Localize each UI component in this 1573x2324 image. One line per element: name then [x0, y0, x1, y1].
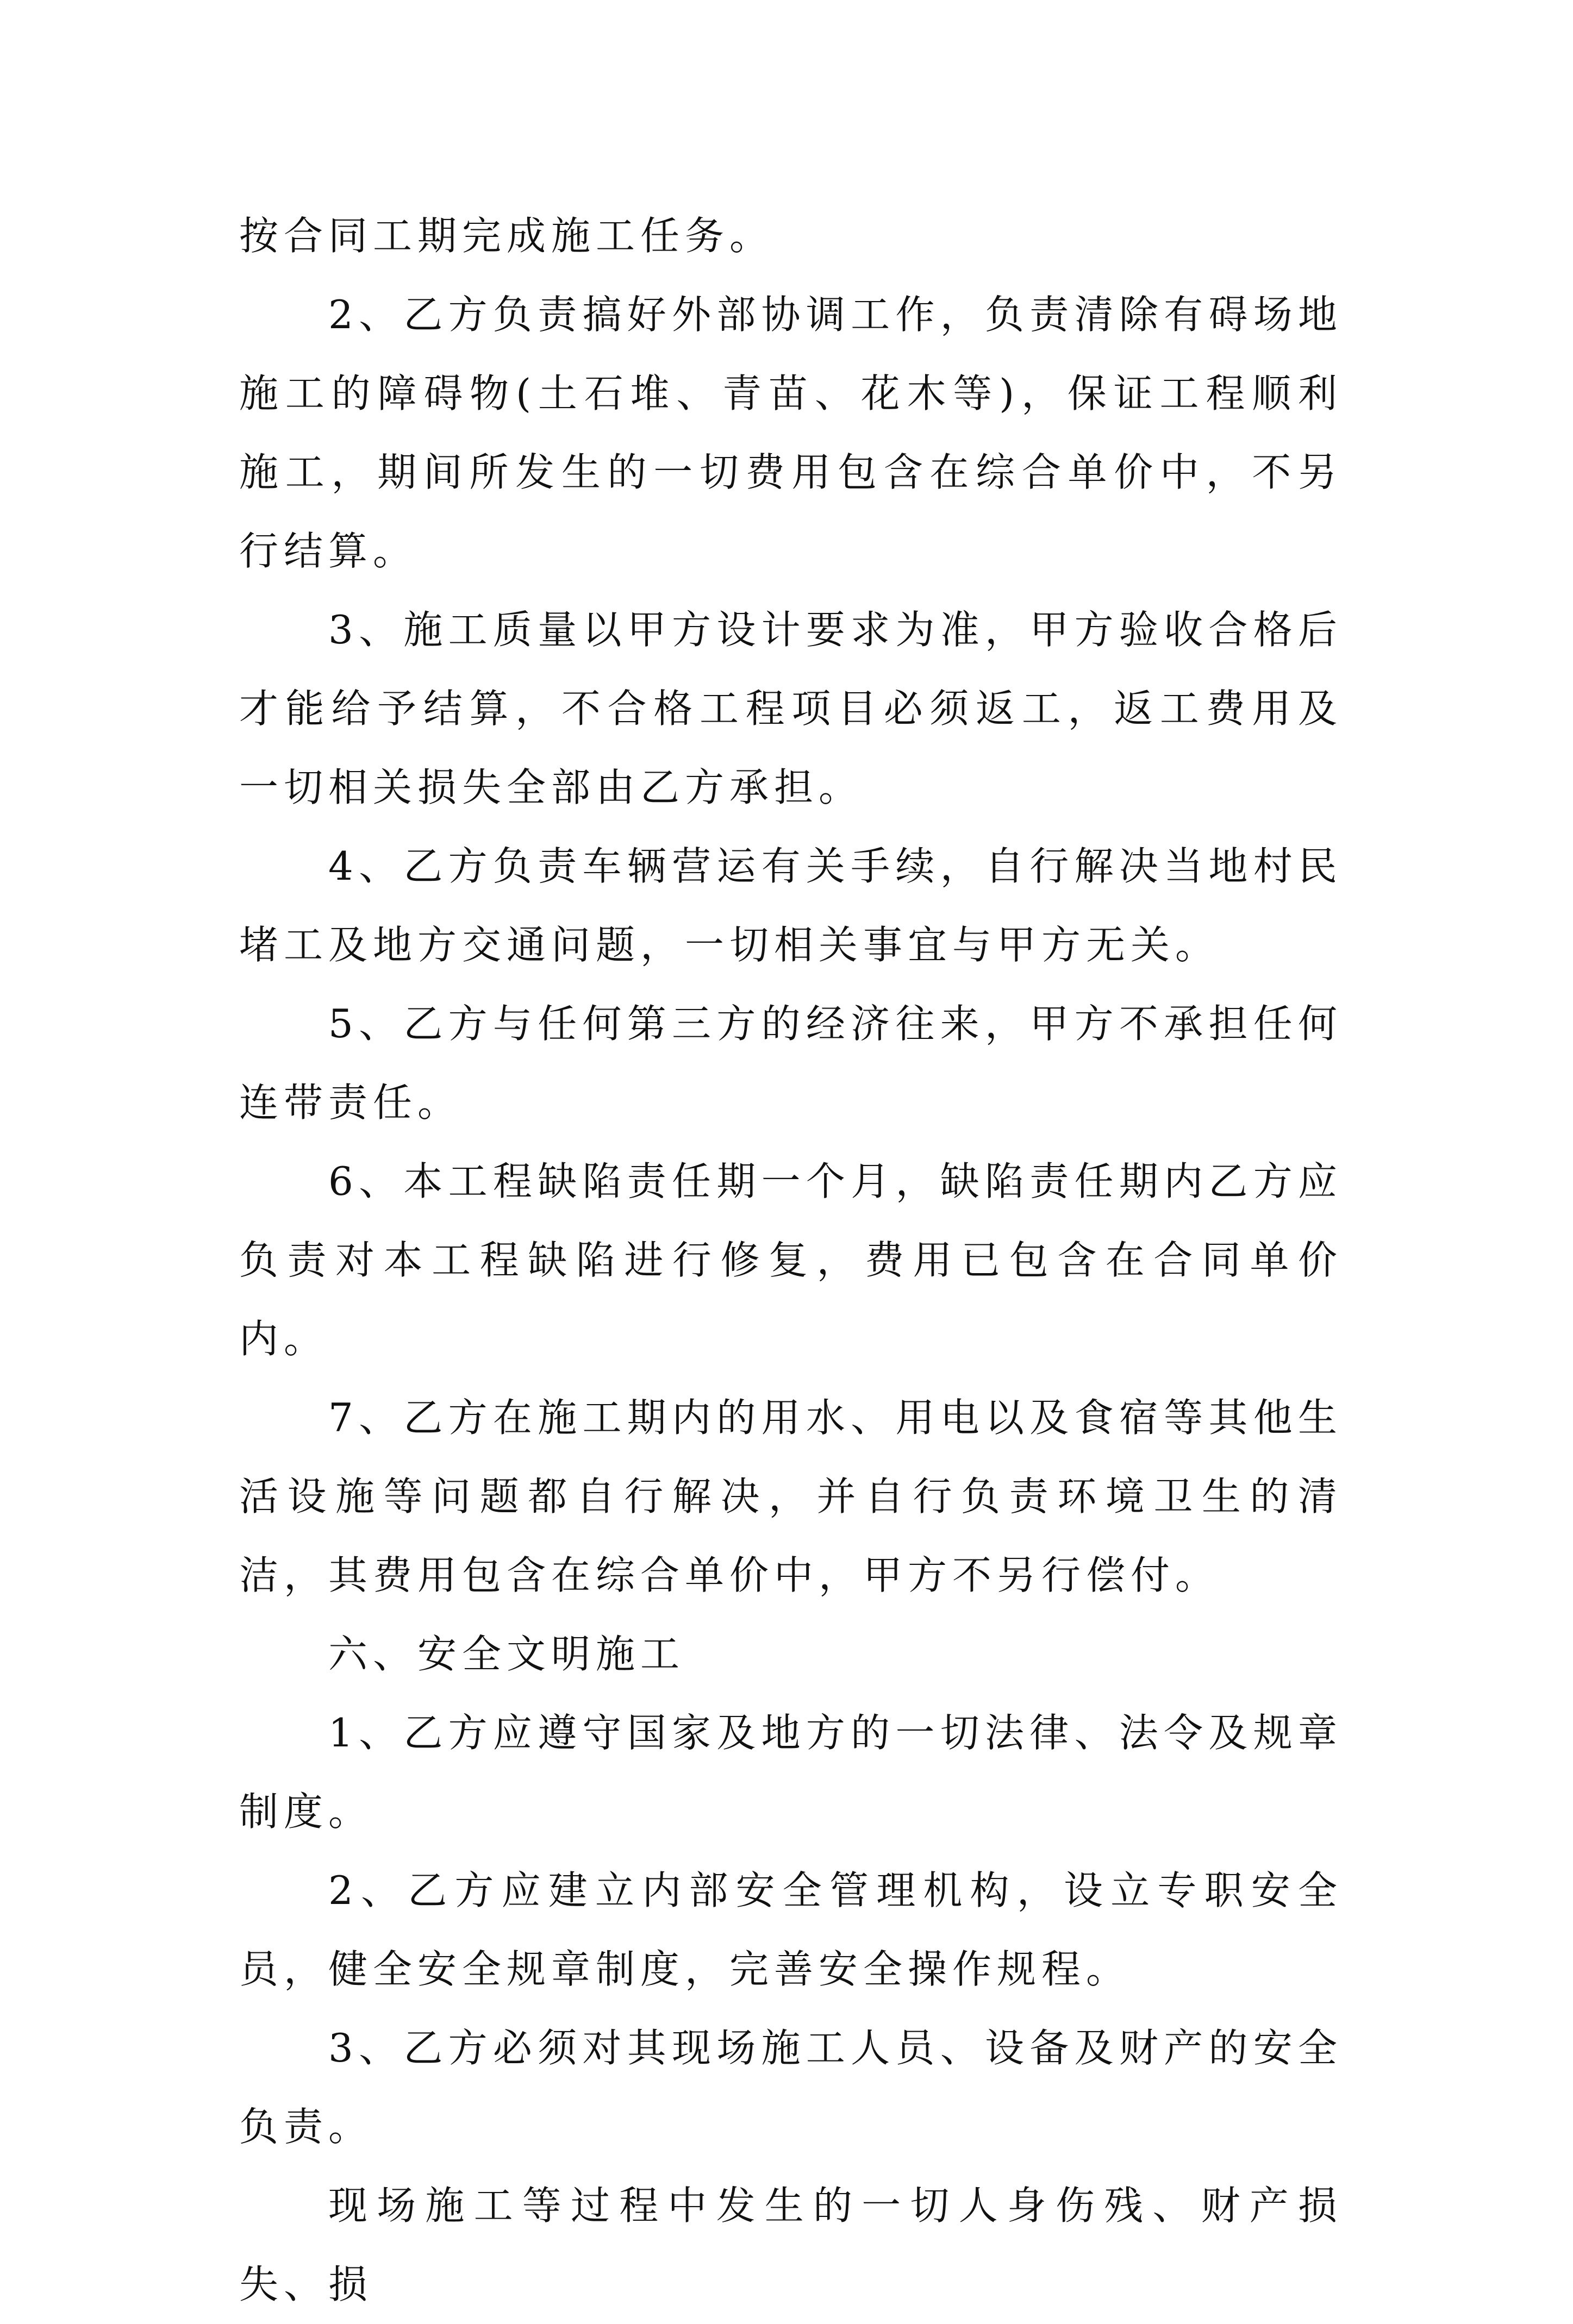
paragraph-item-5-third-party: 5、乙方与任何第三方的经济往来，甲方不承担任何连带责任。 — [239, 1001, 1343, 1125]
paragraph-safety-losses: 现场施工等过程中发生的一切人身伤残、财产损失、损 — [239, 2183, 1343, 2307]
paragraph-continuation: 按合同工期完成施工任务。 — [239, 213, 775, 259]
paragraph-item-2-coordination: 2、乙方负责搞好外部协调工作，负责清除有碍场地施工的障碍物(土石堆、青苗、花木等)，保证工程顺利施工，期间所发生的一切费用包含在综合单价中，不另行结算。 — [239, 292, 1343, 574]
paragraph-safety-1-laws: 1、乙方应遵守国家及地方的一切法律、法令及规章制度。 — [239, 1710, 1343, 1834]
paragraph-item-7-utilities: 7、乙方在施工期内的用水、用电以及食宿等其他生活设施等问题都自行解决，并自行负责环境卫生的清洁，其费用包含在综合单价中，甲方不另行偿付。 — [239, 1395, 1343, 1598]
paragraph-item-3-quality: 3、施工质量以甲方设计要求为准，甲方验收合格后才能给予结算，不合格工程项目必须返工，返工费用及一切相关损失全部由乙方承担。 — [239, 607, 1343, 810]
section-heading-safety: 六、安全文明施工 — [328, 1631, 685, 1677]
document-body — [239, 197, 1343, 2324]
paragraph-item-6-defect-liability: 6、本工程缺陷责任期一个月，缺陷责任期内乙方应负责对本工程缺陷进行修复，费用已包含在合同单价内。 — [239, 1158, 1343, 1362]
paragraph-safety-3-responsibility: 3、乙方必须对其现场施工人员、设备及财产的安全负责。 — [239, 2025, 1343, 2150]
paragraph-safety-2-organization: 2、乙方应建立内部安全管理机构，设立专职安全员，健全安全规章制度，完善安全操作规程。 — [239, 1868, 1343, 1992]
paragraph-item-4-vehicles: 4、乙方负责车辆营运有关手续，自行解决当地村民堵工及地方交通问题，一切相关事宜与甲方无关。 — [239, 843, 1343, 968]
